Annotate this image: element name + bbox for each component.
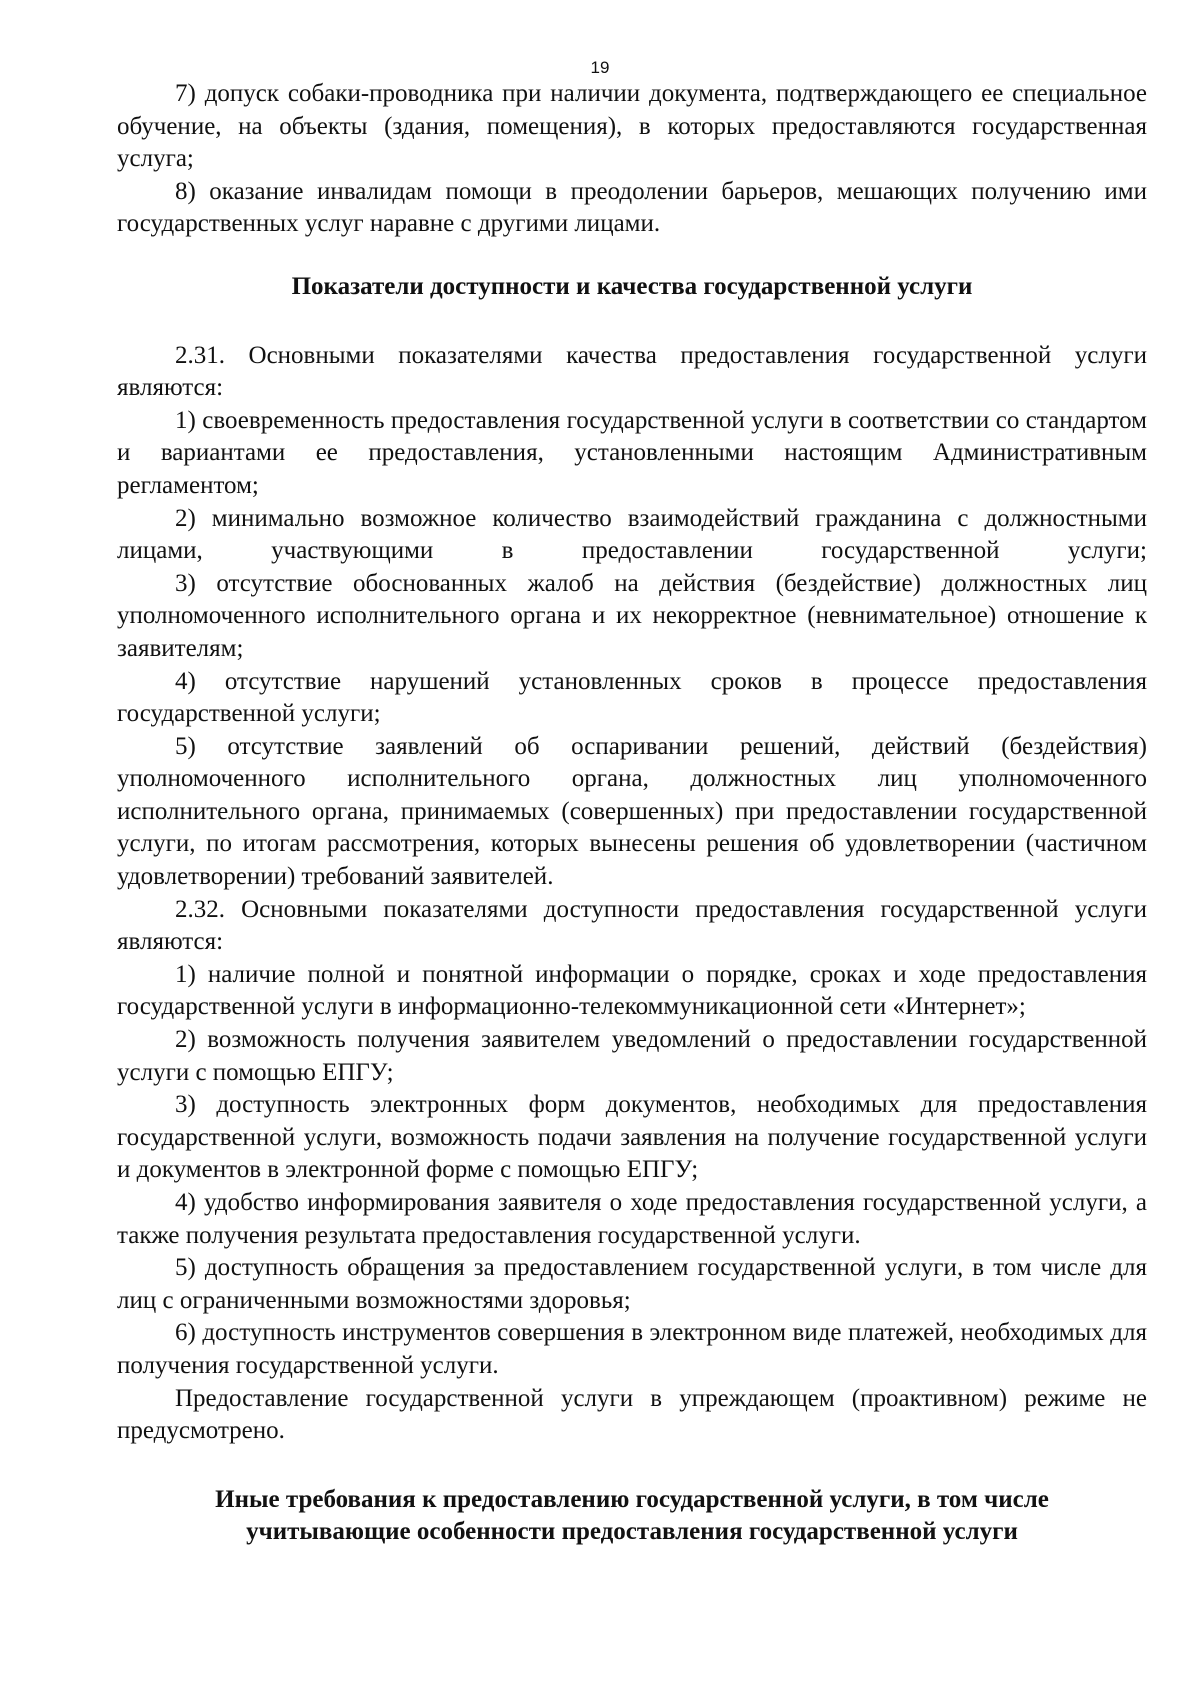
section-heading-line-2: учитывающие особенности предоставления государственной услуги [246,1518,1018,1546]
paragraph-quality-5: 5) отсутствие заявлений об оспаривании решений, действий (бездействия) уполномоченного исполнительного органа, должностных лиц уполномоченного исполнительного органа, принимаемых (совершенных) при предоставлении государственной услуги, по итогам рассмотрения, которых вынесены решения об удовлетворении (частичном удовлетворении) требований заявителей. [117,732,1147,891]
section-heading-other-requirements [117,1484,1147,1549]
paragraph-proactive-mode: Предоставление государственной услуги в упреждающем (проактивном) режиме не предусмотрено. [117,1384,1147,1445]
paragraph-accessibility-2: 2) возможность получения заявителем уведомлений о предоставлении государственной услуги с помощью ЕПГУ; [117,1026,1147,1086]
paragraph-accessibility-1: 1) наличие полной и понятной информации о порядке, сроках и ходе предоставления государственной услуги в информационно-телекоммуникационной сети «Интернет»; [117,960,1147,1021]
paragraph-2-31: 2.31. Основными показателями качества предоставления государственной услуги являются: [117,341,1147,402]
document-body [117,78,1147,1549]
paragraph-quality-3: 3) отсутствие обоснованных жалоб на действия (бездействие) должностных лиц уполномоченного исполнительного органа и их некорректное (невнимательное) отношение к заявителям; [117,569,1147,662]
paragraph-2-32: 2.32. Основными показателями доступности предоставления государственной услуги являются: [117,895,1147,956]
paragraph-item-7: 7) допуск собаки-проводника при наличии документа, подтверждающего ее специальное обучение, на объекты (здания, помещения), в которых предоставляются государственная услуга; [117,80,1147,173]
paragraph-quality-4: 4) отсутствие нарушений установленных сроков в процессе предоставления государственной услуги; [117,667,1147,728]
paragraph-accessibility-4: 4) удобство информирования заявителя о ходе предоставления государственной услуги, а также получения результата предоставления государственной услуги. [117,1189,1147,1249]
section-heading-indicators: Показатели доступности и качества государственной услуги [291,272,973,300]
paragraph-accessibility-3: 3) доступность электронных форм документов, необходимых для предоставления государственной услуги, возможность подачи заявления на получение государственной услуги и документов в электронной форме с помощью ЕПГУ; [117,1091,1147,1184]
paragraph-quality-1: 1) своевременность предоставления государственной услуги в соответствии со стандартом и вариантами ее предоставления, установленными настоящим Административным регламентом; [117,406,1147,499]
section-heading-line-1: Иные требования к предоставлению государственной услуги, в том числе [215,1485,1049,1513]
paragraph-accessibility-6: 6) доступность инструментов совершения в электронном виде платежей, необходимых для получения государственной услуги. [117,1319,1147,1379]
paragraph-accessibility-5: 5) доступность обращения за предоставлением государственной услуги, в том числе для лиц с ограниченными возможностями здоровья; [117,1254,1147,1314]
page-number: 19 [590,58,610,77]
paragraph-quality-2: 2) минимально возможное количество взаимодействий гражданина с должностными лицами, участвующими в предоставлении государственной услуги; [117,504,1147,565]
paragraph-item-8: 8) оказание инвалидам помощи в преодолении барьеров, мешающих получению ими государственных услуг наравне с другими лицами. [117,177,1147,238]
